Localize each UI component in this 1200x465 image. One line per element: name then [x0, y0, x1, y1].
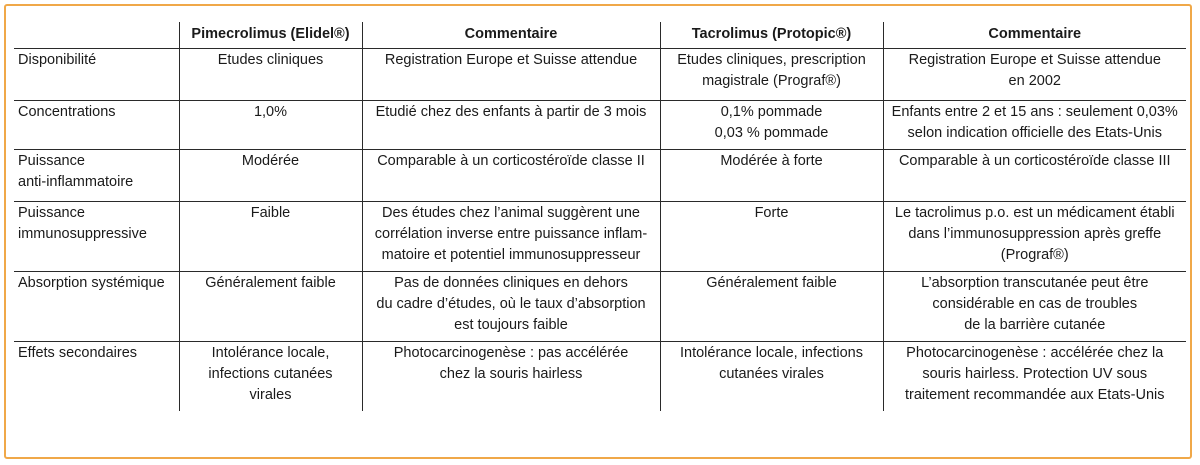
- cell-comment-tacrolimus: Le tacrolimus p.o. est un médicament établi dans l’immunosuppression après greffe (Prograf®): [883, 202, 1186, 272]
- cell-comment-tacrolimus: L’absorption transcutanée peut être considérable en cas de troubles de la barrière cutanée: [883, 272, 1186, 342]
- row-label: Puissance immunosuppressive: [14, 202, 179, 272]
- cell-tacrolimus: Intolérance locale, infections cutanées virales: [660, 342, 883, 412]
- cell-tacrolimus: Généralement faible: [660, 272, 883, 342]
- table-row: [14, 150, 1186, 202]
- header-corner: [14, 22, 179, 49]
- row-label: Effets secondaires: [14, 342, 179, 412]
- cell-comment-tacrolimus: Photocarcinogenèse : accélérée chez la souris hairless. Protection UV sous traitement recommandée aux Etats-Unis: [883, 342, 1186, 412]
- header-pimecrolimus: Pimecrolimus (Elidel®): [179, 22, 362, 49]
- cell-comment-tacrolimus: Registration Europe et Suisse attendue en 2002: [883, 49, 1186, 101]
- comparison-table: [14, 22, 1186, 411]
- header-tacrolimus: Tacrolimus (Protopic®): [660, 22, 883, 49]
- cell-tacrolimus: 0,1% pommade 0,03 % pommade: [660, 101, 883, 150]
- row-label: Disponibilité: [14, 49, 179, 101]
- cell-comment-tacrolimus: Comparable à un corticostéroïde classe III: [883, 150, 1186, 202]
- header-row: [14, 22, 1186, 49]
- cell-comment-pimecrolimus: Etudié chez des enfants à partir de 3 mois: [362, 101, 660, 150]
- header-comment-pimecrolimus: Commentaire: [362, 22, 660, 49]
- cell-comment-pimecrolimus: Des études chez l’animal suggèrent une corrélation inverse entre puissance inflam- matoire et potentiel immunosuppresseur: [362, 202, 660, 272]
- cell-comment-pimecrolimus: Comparable à un corticostéroïde classe II: [362, 150, 660, 202]
- cell-comment-pimecrolimus: Registration Europe et Suisse attendue: [362, 49, 660, 101]
- cell-comment-pimecrolimus: Pas de données cliniques en dehors du cadre d’études, où le taux d’absorption est toujours faible: [362, 272, 660, 342]
- cell-pimecrolimus: Généralement faible: [179, 272, 362, 342]
- table-row: [14, 49, 1186, 101]
- cell-pimecrolimus: Modérée: [179, 150, 362, 202]
- table-row: [14, 272, 1186, 342]
- cell-comment-tacrolimus: Enfants entre 2 et 15 ans : seulement 0,03% selon indication officielle des Etats-Unis: [883, 101, 1186, 150]
- cell-tacrolimus: Etudes cliniques, prescription magistrale (Prograf®): [660, 49, 883, 101]
- header-comment-tacrolimus: Commentaire: [883, 22, 1186, 49]
- cell-tacrolimus: Modérée à forte: [660, 150, 883, 202]
- cell-comment-pimecrolimus: Photocarcinogenèse : pas accélérée chez la souris hairless: [362, 342, 660, 412]
- table-row: [14, 202, 1186, 272]
- cell-pimecrolimus: Intolérance locale, infections cutanées virales: [179, 342, 362, 412]
- cell-pimecrolimus: Faible: [179, 202, 362, 272]
- row-label: Puissance anti-inflammatoire: [14, 150, 179, 202]
- row-label: Absorption systémique: [14, 272, 179, 342]
- row-label: Concentrations: [14, 101, 179, 150]
- cell-pimecrolimus: Etudes cliniques: [179, 49, 362, 101]
- cell-tacrolimus: Forte: [660, 202, 883, 272]
- table-row: [14, 342, 1186, 412]
- table-row: [14, 101, 1186, 150]
- cell-pimecrolimus: 1,0%: [179, 101, 362, 150]
